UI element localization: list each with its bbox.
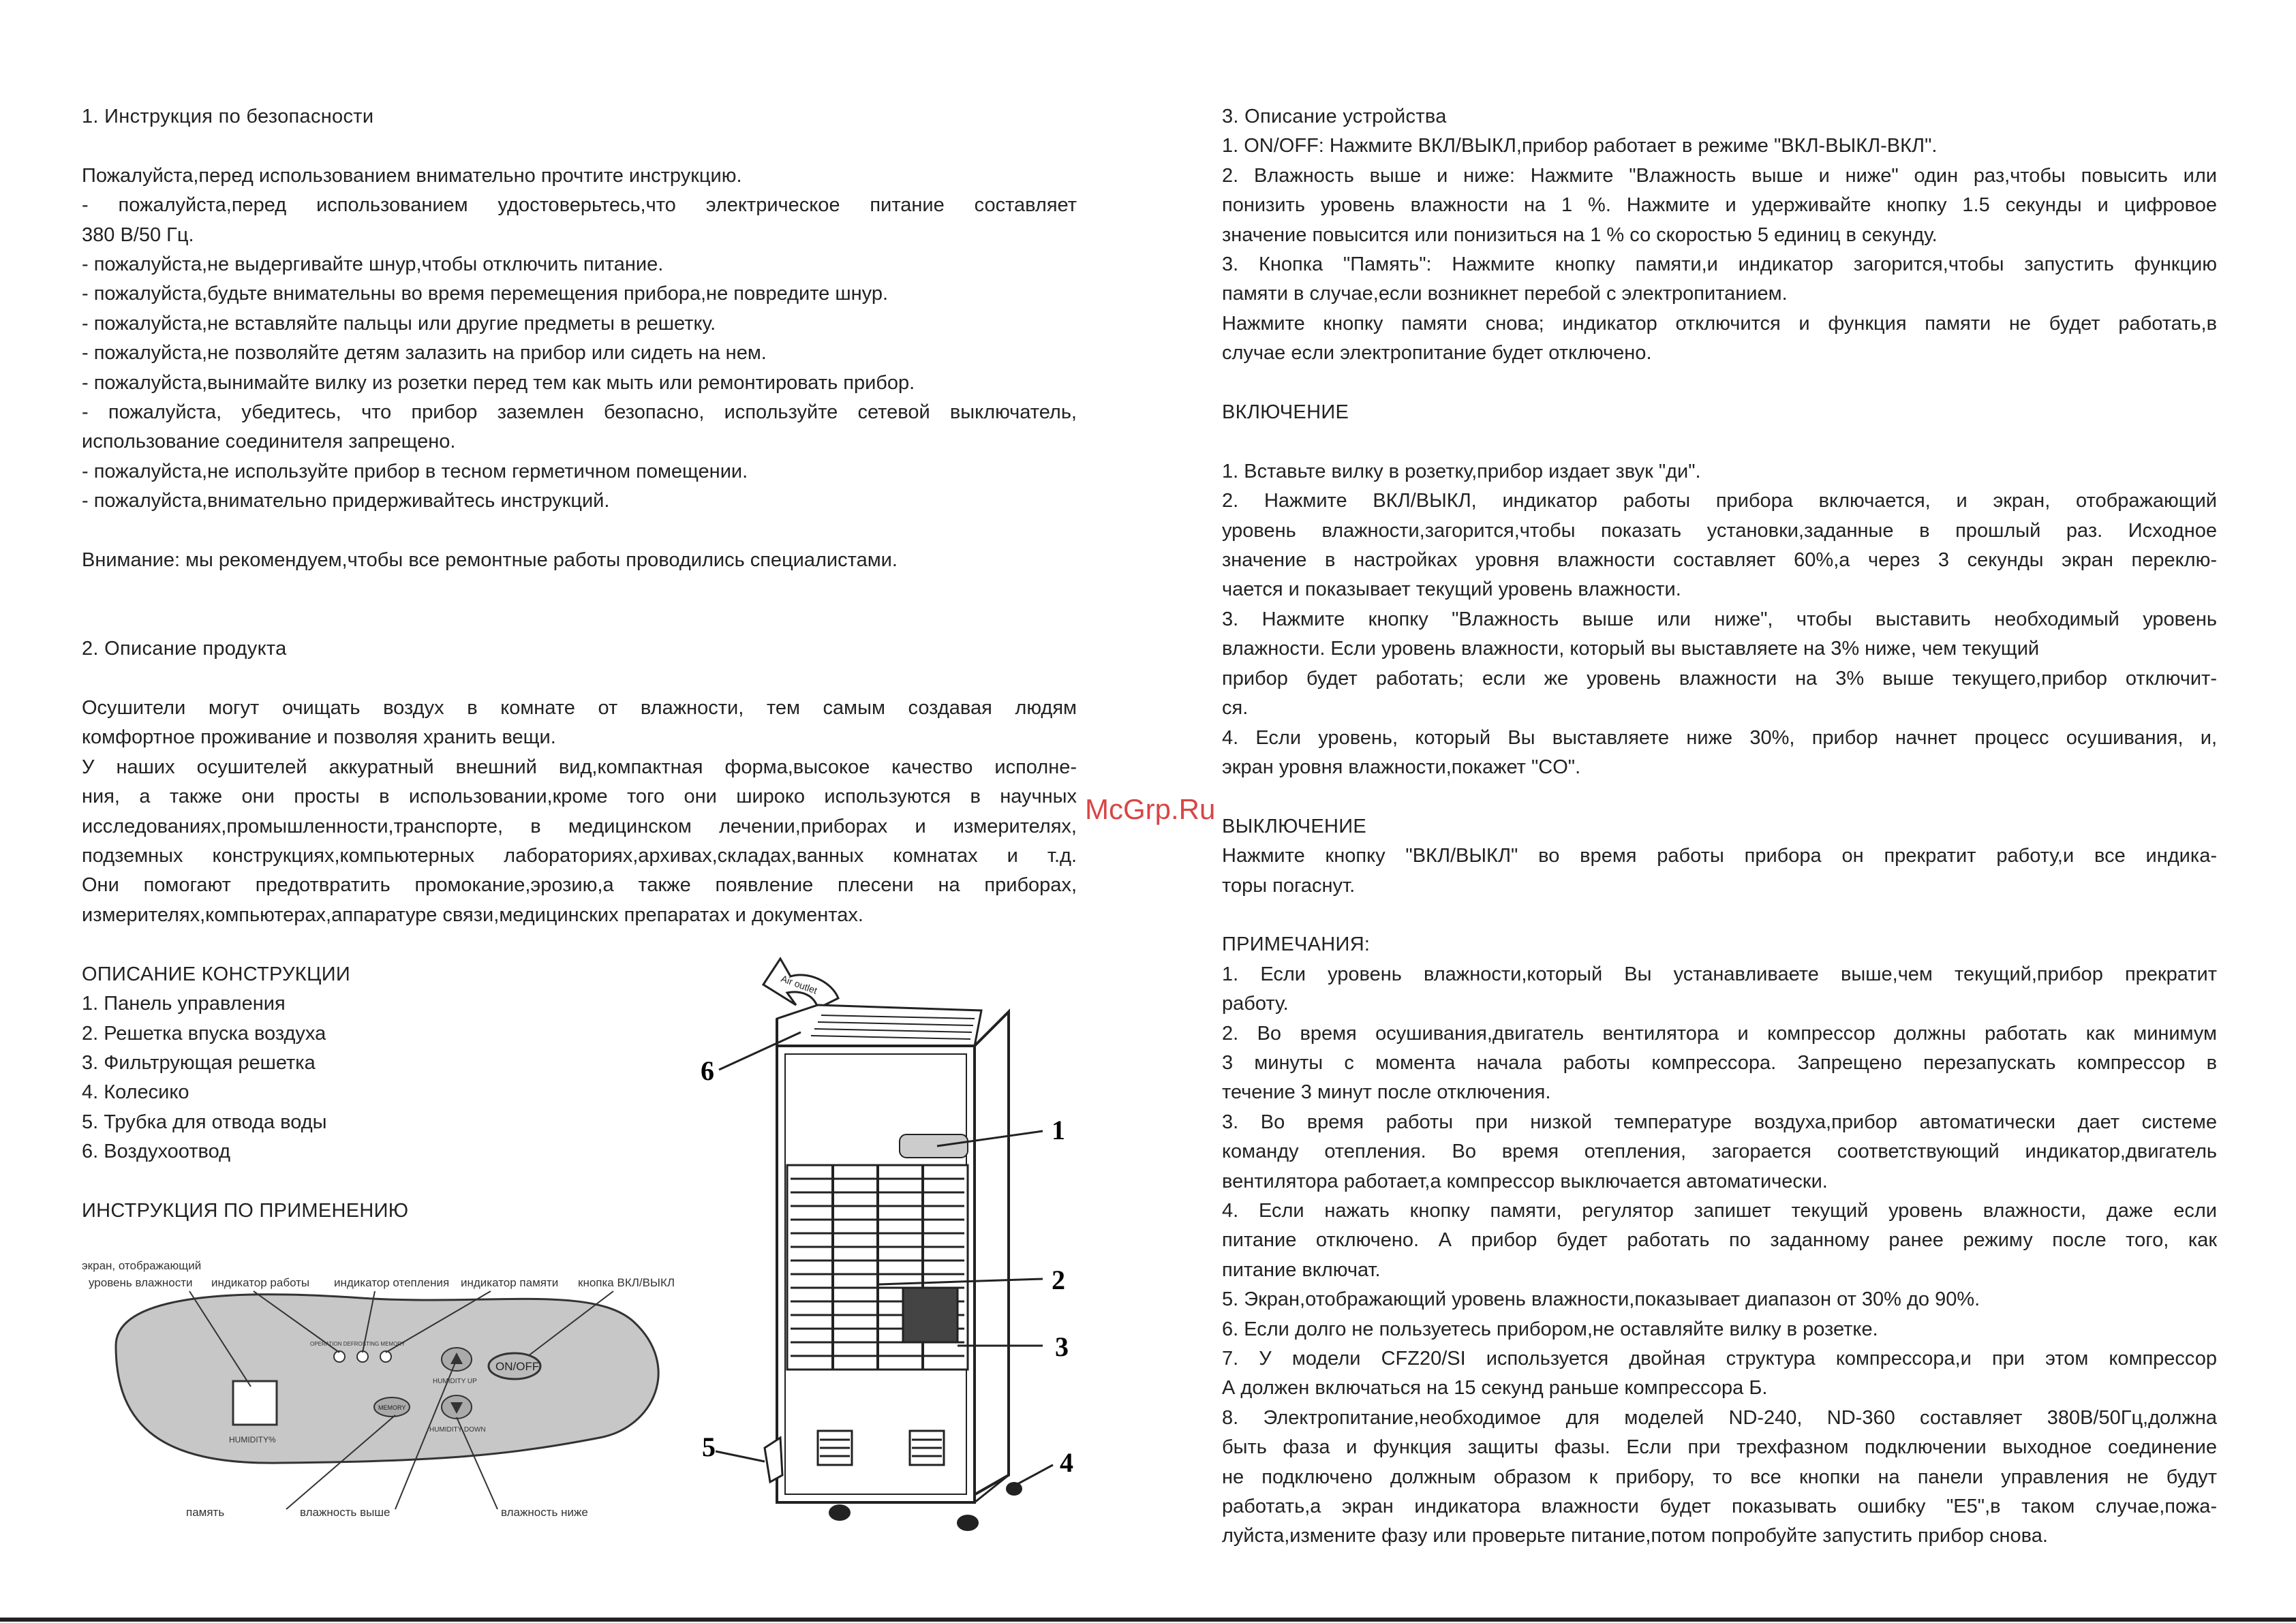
callout-1: 1 (1052, 1115, 1065, 1145)
paragraph: - пожалуйста,вынимайте вилку из розетки перед тем как мыть или ремонтировать прибор. (82, 371, 915, 394)
paragraph: значение повысится или понизиться на 1 % со скоростью 5 единиц в секунду. (1222, 223, 1938, 246)
paragraph: использование соединителя запрещено. (82, 431, 456, 453)
paragraph: Пожалуйста,перед использованием внимательно прочтите инструкцию. (82, 164, 742, 187)
label-memory: память (186, 1506, 225, 1519)
paragraph: - пожалуйста,не позволяйте детям залазить на прибор или сидеть на нем. (82, 342, 767, 365)
paragraph: измерителях,компьютерах,аппаратуре связи,медицинских препаратах и документах. (82, 903, 863, 926)
drain-pipe (765, 1438, 782, 1482)
callout-3: 3 (1055, 1331, 1069, 1362)
paragraph: 1. Вставьте вилку в розетку,прибор издает звук "ди". (1222, 460, 1701, 482)
note-item: вентилятора работает,а компрессор выключается автоматически. (1222, 1170, 1828, 1192)
operation-led (334, 1351, 345, 1362)
note-item: быть фаза и функция защиты фазы. Если при трехфазном подключении выходное соединение (1222, 1436, 2217, 1459)
right-column (1222, 102, 2217, 1551)
watermark: McGrp.Ru (1085, 793, 1216, 825)
note-item: питание включат. (1222, 1258, 1381, 1281)
label-memory-indicator: индикатор памяти (461, 1276, 559, 1289)
paragraph: 2. Нажмите ВКЛ/ВЫКЛ, индикатор работы прибора включается, и экран, отображающий (1222, 490, 2217, 512)
defrost-led (357, 1351, 368, 1362)
paragraph: чается и показывает текущий уровень влажности. (1222, 578, 1681, 601)
callout-5: 5 (702, 1432, 716, 1462)
paragraph: - пожалуйста,не используйте прибор в тесном герметичном помещении. (82, 460, 748, 482)
paragraph: влажности. Если уровень влажности, который вы выставляете на 3% ниже, чем текущий (1222, 638, 2040, 660)
paragraph: 2. Влажность выше и ниже: Нажмите "Влажность выше и ниже" один раз,чтобы повысить или (1222, 164, 2217, 187)
paragraph: - пожалуйста,будьте внимательны во время перемещения прибора,не повредите шнур. (82, 283, 889, 305)
construction-title: ОПИСАНИЕ КОНСТРУКЦИИ (82, 963, 351, 985)
paragraph: 380 В/50 Гц. (82, 223, 194, 246)
panel-body (116, 1295, 658, 1463)
down-caption: HUMIDITY DOWN (429, 1426, 486, 1434)
paragraph: 4. Если уровень, который Вы выставляете ниже 30%, прибор начнет процесс осушивания, и, (1222, 726, 2217, 749)
off-section-title: ВЫКЛЮЧЕНИЕ (1222, 815, 1367, 837)
dehumidifier-diagram (688, 944, 1111, 1550)
callout-6: 6 (701, 1055, 714, 1086)
paragraph: ния, а также они просты в использовании,кроме того они широко используются в научных (82, 786, 1077, 808)
label-heat-indicator: индикатор отепления (334, 1276, 450, 1289)
paragraph: исследованиях,промышленности,транспорте, в медицинском лечении,приборах и измерителях, (82, 815, 1077, 837)
paragraph: - пожалуйста,внимательно придерживайтесь инструкций. (82, 490, 610, 512)
paragraph: 3. Нажмите кнопку "Влажность выше или ниже", чтобы выставить необходимый уровень (1222, 608, 2217, 630)
note-item: 4. Если нажать кнопку памяти, регулятор запишет текущий уровень влажности, даже если (1222, 1199, 2217, 1222)
control-panel-diagram (75, 1257, 702, 1530)
wheel (829, 1504, 851, 1521)
paragraph: - пожалуйста, убедитесь, что прибор заземлен безопасно, используйте сетевой выключатель, (82, 401, 1077, 424)
paragraph: понизить уровень влажности на 1 %. Нажмите и удерживайте кнопку 1.5 секунды и цифровое (1222, 194, 2217, 217)
construction-item: 3. Фильтрующая решетка (82, 1051, 316, 1074)
usage-title: ИНСТРУКЦИЯ ПО ПРИМЕНЕНИЮ (82, 1199, 409, 1222)
up-caption: HUMIDITY UP (433, 1378, 477, 1385)
paragraph: - пожалуйста,не вставляйте пальцы или другие предметы в решетку. (82, 312, 716, 335)
paragraph: уровень влажности,загорится,чтобы показать установки,заданные в прошлый раз. Исходное (1222, 519, 2217, 542)
label-humidity-down: влажность ниже (501, 1506, 588, 1519)
memory-led (380, 1351, 391, 1362)
on-section-title: ВКЛЮЧЕНИЕ (1222, 401, 1349, 424)
note-item: течение 3 минут после отключения. (1222, 1081, 1551, 1104)
note-item: 8. Электропитание,необходимое для моделей ND-240, ND-360 составляет 380В/50Гц,должна (1222, 1406, 2217, 1429)
screen-caption: HUMIDITY% (229, 1435, 276, 1444)
note-item: луйста,измените фазу или проверьте питание,потом попробуйте запустить прибор снова. (1222, 1525, 2048, 1547)
construction-item: 6. Воздухоотвод (82, 1141, 231, 1163)
note-item: не подключено должным образом к прибору, то все кнопки на панели управления не будут (1222, 1466, 2217, 1488)
label-screen: экран, отображающий (82, 1259, 202, 1272)
label-screen-2: уровень влажности (89, 1276, 193, 1289)
paragraph: подземных конструкциях,компьютерных лабораториях,архивах,складах,ванных комнатах и т.д. (82, 845, 1077, 867)
paragraph: Нажмите кнопку памяти снова; индикатор отключится и функция памяти не будет работать,в (1222, 312, 2217, 335)
paragraph: 1. ON/OFF: Нажмите ВКЛ/ВЫКЛ,прибор работает в режиме "ВКЛ-ВЫКЛ-ВКЛ". (1222, 135, 1938, 157)
note-item: 2. Во время осушивания,двигатель вентилятора и компрессор должны работать как минимум (1222, 1022, 2217, 1045)
note-item: А должен включаться на 15 секунд раньше компрессора Б. (1222, 1377, 1768, 1400)
note-item: 5. Экран,отображающий уровень влажности,показывает диапазон от 30% до 90%. (1222, 1288, 1980, 1311)
paragraph: Нажмите кнопку "ВКЛ/ВЫКЛ" во время работы прибора он прекратит работу,и все индика- (1222, 845, 2217, 867)
humidity-screen (233, 1381, 277, 1425)
paragraph: У наших осушителей аккуратный внешний вид,компактная форма,высокое качество исполне- (82, 756, 1077, 778)
section-1-title: 1. Инструкция по безопасности (82, 106, 374, 127)
paragraph: Осушители могут очищать воздух в комнате от влажности, тем самым создавая людям (82, 697, 1077, 720)
note-item: 1. Если уровень влажности,который Вы устанавливаете выше,чем текущий,прибор прекратит (1222, 963, 2217, 985)
on-off-label: ON/OFF (495, 1360, 540, 1373)
memory-button-label: MEMORY (378, 1404, 406, 1411)
paragraph: ся. (1222, 697, 1249, 720)
paragraph: значение в настройках уровня влажности составляет 60%,а через 3 секунды экран переклю- (1222, 549, 2217, 572)
note-item: питание отключено. А прибор будет работать по заданному ранее режиму после того, как (1222, 1229, 2217, 1252)
label-onoff: кнопка ВКЛ/ВЫКЛ (578, 1276, 675, 1289)
note-item: 7. У модели CFZ20/SI используется двойная структура компрессора,и при этом компрессор (1222, 1348, 2217, 1370)
paragraph: Они помогают предотвратить промокание,эрозию,а также появление плесени на приборах, (82, 874, 1077, 897)
notes-title: ПРИМЕЧАНИЯ: (1222, 933, 1371, 956)
label-work-indicator: индикатор работы (211, 1276, 310, 1289)
paragraph: - пожалуйста,перед использованием удостоверьтесь,что электрическое питание составляет (82, 194, 1077, 217)
label-humidity-up: влажность выше (300, 1506, 391, 1519)
note-item: работать,а экран индикатора влажности будет показывать ошибку "E5",в таком случае,пожа- (1222, 1496, 2217, 1518)
note-item: 3. Во время работы при низкой температуре воздуха,прибор автоматически дает системе (1222, 1111, 2217, 1133)
note-item: 6. Если долго не пользуетесь прибором,не оставляйте вилку в розетке. (1222, 1318, 1878, 1340)
paragraph: памяти в случае,если возникнет перебой с электропитанием. (1222, 283, 1788, 305)
paragraph: случае если электропитание будет отключено. (1222, 342, 1652, 365)
paragraph: экран уровня влажности,покажет "CO". (1222, 756, 1581, 778)
paragraph: 3. Кнопка "Память": Нажмите кнопку памяти,и индикатор загорится,чтобы запустить функцию (1222, 253, 2217, 276)
device-control-panel (900, 1134, 968, 1158)
note-item: команду отепления. Во время отепления, загорается соответствующий индикатор,двигатель (1222, 1141, 2217, 1163)
wheel (1006, 1482, 1022, 1496)
construction-item: 4. Колесико (82, 1081, 189, 1104)
wheel (957, 1515, 979, 1531)
paragraph: комфортное проживание и позволяя хранить вещи. (82, 726, 556, 749)
construction-item: 2. Решетка впуска воздуха (82, 1022, 326, 1045)
construction-item: 5. Трубка для отвода воды (82, 1111, 327, 1133)
section-2-title: 2. Описание продукта (82, 638, 287, 660)
outlet-label: Air outlet (779, 972, 819, 996)
callout-2: 2 (1052, 1265, 1065, 1295)
led-caption: OPERATION DEFROSTING MEMORY (310, 1341, 405, 1347)
edge-line (975, 1475, 1009, 1502)
filter-grid (903, 1288, 958, 1342)
paragraph: - пожалуйста,не выдергивайте шнур,чтобы отключить питание. (82, 253, 664, 276)
paragraph: торы погаснут. (1222, 874, 1356, 897)
note-item: работу. (1222, 993, 1289, 1015)
section-3-title: 3. Описание устройства (1222, 106, 1447, 127)
paragraph: прибор будет работать; если же уровень влажности на 3% выше текущего,прибор отключит- (1222, 667, 2217, 690)
warning-note: Внимание: мы рекомендуем,чтобы все ремонтные работы проводились специалистами. (82, 549, 898, 572)
construction-item: 1. Панель управления (82, 993, 286, 1015)
callout-4: 4 (1060, 1447, 1073, 1478)
note-item: 3 минуты с момента начала работы компрессора. Запрещено перезапускать компрессор в (1222, 1051, 2217, 1074)
bottom-rule (0, 1618, 2296, 1622)
